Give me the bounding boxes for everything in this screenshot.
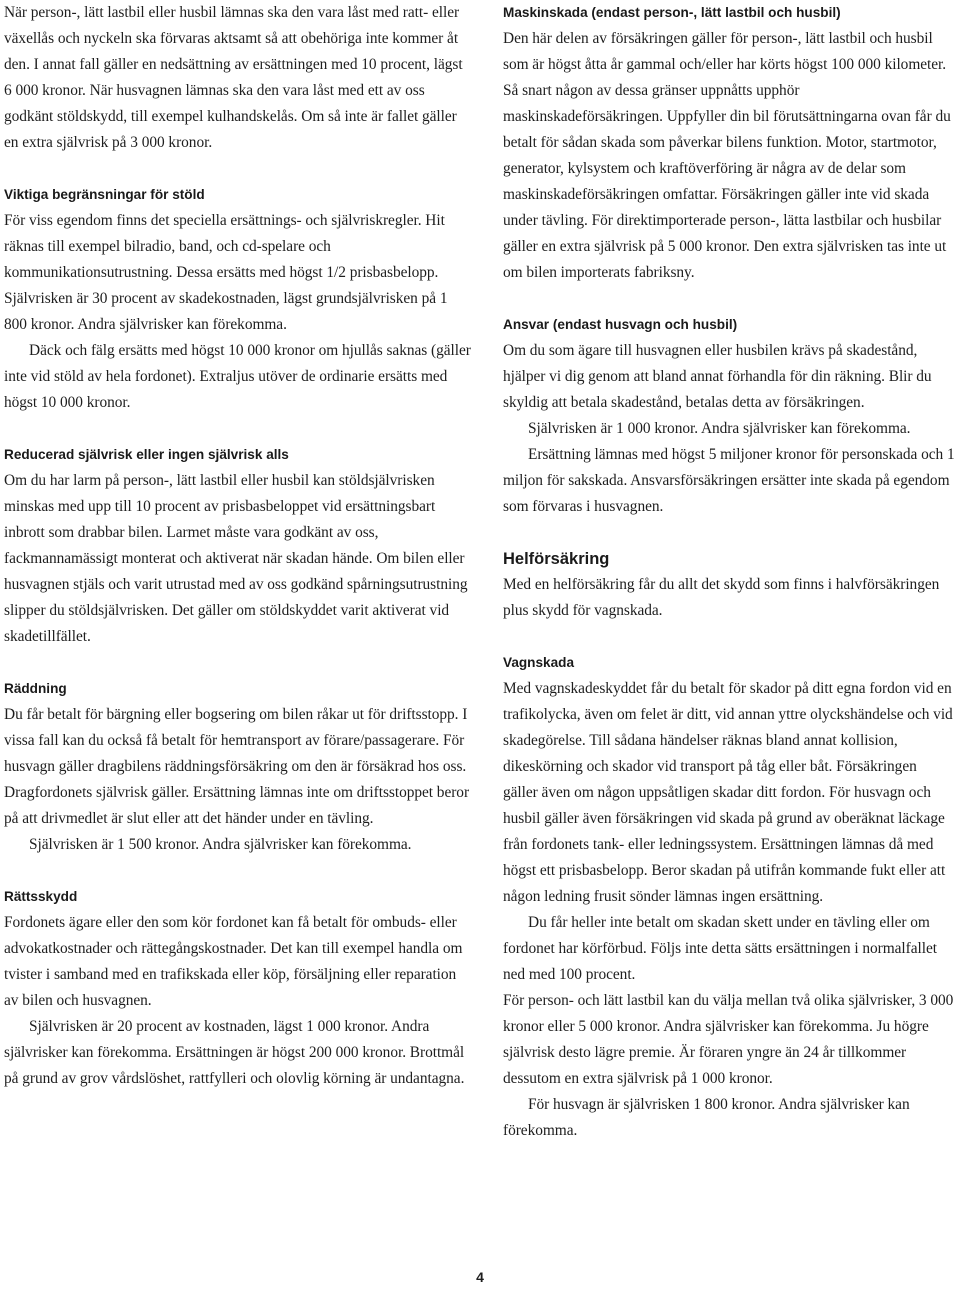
- theft-limits-section: [4, 182, 472, 416]
- liability-paragraph: Självrisken är 1 000 kronor. Andra självrisker kan förekomma.: [528, 420, 911, 437]
- machine-damage-paragraph: Den här delen av försäkringen gäller för person-, lätt lastbil och husbil som är högst åtta år gammal och/eller har körts högst 100 000 kilometer. Så snart någon av dessa gränser uppnåtts upphör maskinskadeförsäkringen. Uppfyller din bil förutsättningarna ovan får du betalt för sådan skada som påverkar bilens funktion. Motor, startmotor, generator, kylsystem och kraftöverföring är några av de delar som maskinskadeförsäkringen omfattar. Försäkringen gäller inte vid skada under tävling. För direktimporterade person-, lätta lastbilar och husbilar gäller en extra självrisk på 5 000 kronor. Den extra självrisken tas inte ut om bilen importerats fabriksny.: [503, 30, 951, 281]
- theft-limits-paragraph: Däck och fälg ersätts med högst 10 000 kronor om hjullås saknas (gäller inte vid stöld av hela fordonet). Extraljus utöver de ordinarie ersätts med högst 10 000 kronor.: [4, 342, 471, 411]
- theft-limits-heading: Viktiga begränsningar för stöld: [4, 187, 205, 202]
- full-insurance-paragraph: Med en helförsäkring får du allt det skydd som finns i halvförsäkringen plus skydd för vagnskada.: [503, 576, 940, 619]
- legal-protection-section: [4, 884, 472, 1092]
- vehicle-damage-paragraph: För husvagn är självrisken 1 800 kronor. Andra självrisker kan förekomma.: [503, 1096, 910, 1139]
- rescue-section: [4, 676, 472, 858]
- page-number: 4: [476, 1269, 484, 1285]
- rescue-paragraph: Självrisken är 1 500 kronor. Andra självrisker kan förekomma.: [29, 836, 412, 853]
- legal-protection-paragraph: Självrisken är 20 procent av kostnaden, lägst 1 000 kronor. Andra självrisker kan förekomma. Ersättningen är högst 200 000 kronor. Brottmål på grund av grov vårdslöshet, rattfylleri och olovlig körning är undantagna.: [4, 1018, 465, 1087]
- vehicle-damage-paragraph: Du får heller inte betalt om skadan skett under en tävling eller om fordonet har körförbud. Följs inte detta sätts ersättningen i normalfallet ned med 100 procent.: [503, 914, 937, 983]
- vehicle-damage-section: [503, 650, 955, 1144]
- reduced-deductible-section: [4, 442, 472, 650]
- liability-paragraph: Om du som ägare till husvagnen eller husbilen krävs på skadestånd, hjälper vi dig genom att bland annat förhandla för din räkning. Blir du skyldig att betala skadestånd, betalas detta av försäkringen.: [503, 342, 932, 411]
- vehicle-damage-paragraph: Med vagnskadeskyddet får du betalt för skador på ditt egna fordon vid en trafikolycka, även om felet är ditt, vid annan yttre olyckshändelse och vid skadegörelse. Till sådana händelser räknas bland annat kollision, dikeskörning och skador vid transport på tåg eller båt. Försäkringen gäller även om någon uppsåtligen skadar ditt fordon. För husvagn och husbil gäller även försäkringen vid skada på grund av oberäknat läckage från fordonets tank- eller ledningssystem. Ersättningen lämnas då med högst ett prisbasbelopp. Beror skadan på utifrån kommande fukt eller att någon ledning frusit sönder lämnas ingen ersättning.: [503, 680, 953, 905]
- vehicle-damage-heading: Vagnskada: [503, 655, 575, 670]
- right-column: [503, 0, 955, 1144]
- full-insurance-section: [503, 546, 955, 624]
- left-column: [4, 0, 472, 1092]
- vehicle-damage-paragraph: För person- och lätt lastbil kan du välja mellan två olika självrisker, 3 000 kronor eller 5 000 kronor. Andra självrisker kan förekomma. Ju högre självrisk desto lägre premie. Är föraren yngre än 24 år tillkommer dessutom en extra självrisk på 1 000 kronor.: [503, 992, 954, 1087]
- full-insurance-heading: Helförsäkring: [503, 550, 610, 568]
- theft-limits-paragraph: För viss egendom finns det speciella ersättnings- och självriskregler. Hit räknas till exempel bilradio, band, och cd-spelare och kommunikationsutrustning. Dessa ersätts med högst 1/2 prisbasbelopp. Självrisken är 30 procent av skadekostnaden, lägst grundsjälvrisken på 1 800 kronor. Andra självrisker kan förekomma.: [4, 212, 448, 333]
- legal-protection-paragraph: Fordonets ägare eller den som kör fordonet kan få betalt för ombuds- eller advokatkostnader och rättegångskostnader. Det kan till exempel handla om tvister i samband med en trafikskada eller köp, försäljning eller reparation av bilen och husvagnen.: [4, 914, 463, 1009]
- liability-heading: Ansvar (endast husvagn och husbil): [503, 317, 738, 332]
- reduced-deductible-paragraph: Om du har larm på person-, lätt lastbil eller husbil kan stöldsjälvrisken minskas med upp till 10 procent av prisbasbeloppet vid ersättningsbart inbrott som drabbar bilen. Larmet måste vara godkänt av oss, fackmannamässigt monterat och aktiverat när skadan hände. Om bilen eller husvagnen stjäls och varit utrustad med av oss godkänd spårningsutrustning slipper du stöldsjälvrisken. Det gäller om stöldskyddet varit aktiverat vid skadetillfället.: [4, 472, 468, 645]
- rescue-heading: Räddning: [4, 681, 67, 696]
- liability-paragraph: Ersättning lämnas med högst 5 miljoner kronor för personskada och 1 miljon för sakskada. Ansvarsförsäkringen ersätter inte skada på egendom som förvaras i husvagnen.: [503, 446, 955, 515]
- machine-damage-heading: Maskinskada (endast person-, lätt lastbil och husbil): [503, 5, 841, 20]
- reduced-deductible-heading: Reducerad självrisk eller ingen självrisk alls: [4, 447, 289, 462]
- liability-section: [503, 312, 955, 520]
- legal-protection-heading: Rättsskydd: [4, 889, 78, 904]
- machine-damage-section: [503, 0, 955, 286]
- intro-paragraph: När person-, lätt lastbil eller husbil lämnas ska den vara låst med ratt- eller växellås och nyckeln ska förvaras aktsamt så att obehöriga inte kommer åt den. I annat fall gäller en nedsättning av ersättningen med 10 procent, lägst 6 000 kronor. När husvagnen lämnas ska den vara låst med ett av oss godkänt stöldskydd, till exempel kulhandskelås. Om så inte är fallet gäller en extra självrisk på 3 000 kronor.: [4, 4, 463, 151]
- rescue-paragraph: Du får betalt för bärgning eller bogsering om bilen råkar ut för driftsstopp. I vissa fall kan du också få betalt för hemtransport av förare/passagerare. För husvagn gäller dragbilens räddningsförsäkring om den är försäkrad hos oss. Dragfordonets självrisk gäller. Ersättning lämnas inte om driftsstoppet beror på att drivmedlet är slut eller att det händer under en tävling.: [4, 706, 470, 827]
